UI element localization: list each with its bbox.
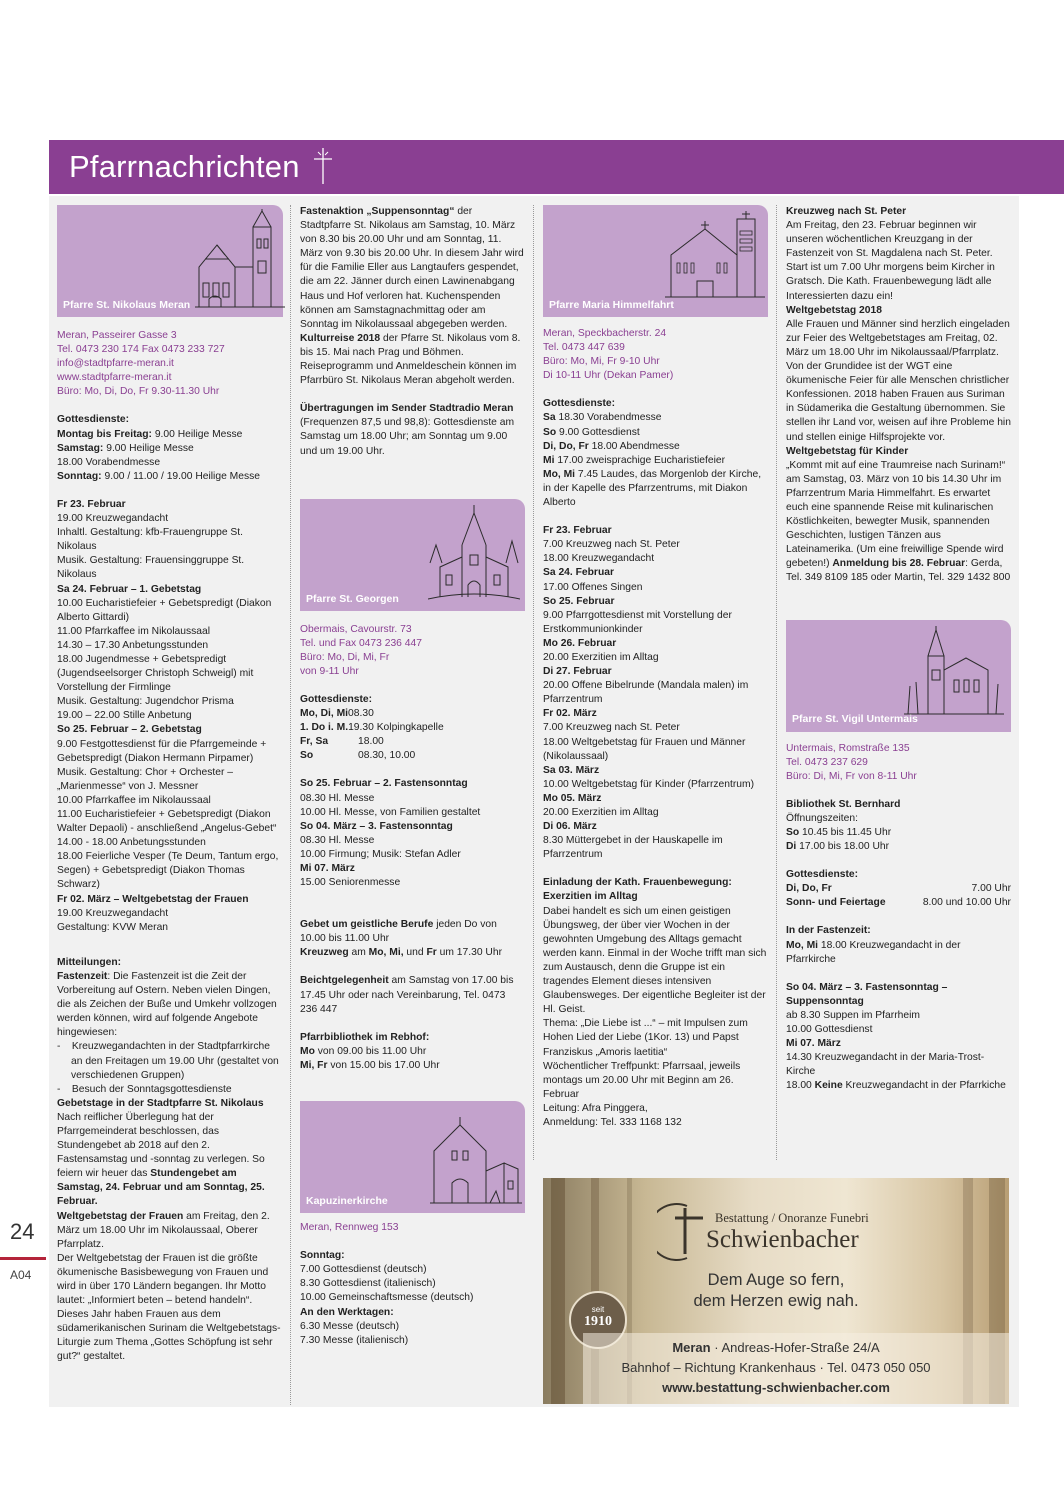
service-line: Di, Do, Fr 7.00 Uhr bbox=[786, 883, 1011, 895]
event-line: 8.30 Müttergebet in der Hauskapelle im Pfarrzentrum bbox=[543, 835, 723, 861]
event-line: Gestaltung: KVW Meran bbox=[57, 921, 169, 933]
event-line: Di 06. März bbox=[543, 821, 597, 833]
services-heading: Gottesdienste: bbox=[300, 693, 373, 705]
ad-brand: Schwienbacher bbox=[706, 1226, 859, 1253]
parish-address: Meran, Rennweg 153 bbox=[300, 1222, 399, 1234]
parish-phone: Tel. 0473 230 174 Fax 0473 233 727 bbox=[57, 344, 225, 356]
column-separator bbox=[533, 205, 534, 1160]
parish-name: Pfarre St. Nikolaus Meran bbox=[63, 298, 191, 311]
event-line: 10.00 Eucharistiefeier + Gebetspredigt (Diakon Alberto Gittardi) bbox=[57, 597, 272, 623]
event-line: 9.00 Pfarrgottesdienst mit Vorstellung der Erstkommunionkinder bbox=[543, 609, 732, 635]
event-line: 19.00 Kreuzwegandacht bbox=[57, 513, 169, 525]
church-illustration-icon bbox=[428, 505, 520, 605]
column-st-vigil bbox=[786, 205, 1011, 1094]
service-line: Mo, Di, Mi 08.30 bbox=[300, 708, 374, 720]
service-line: 10.00 Gemeinschaftsmesse (deutsch) bbox=[300, 1292, 474, 1304]
children-prayer-day-text: „Kommt mit auf eine Traumreise nach Surinam!“ am Samstag, 03. März von 10 bis 14.30 Uhr im Pfarrzentrum Maria Himmelfahrt. Es erwartet euch eine spannende Reise mit kulinarischen Köstlichkeiten, bewegter Musik, spannenden Geschichten, lustigen Tänzen aus Lateinamerika. (Um eine freiwillige Spende wird gebeten!) Anmeldung bis 28. Februar: Gerda, Tel. 349 8109 185 oder Martin, Tel. 329 1432 800 bbox=[786, 459, 1011, 584]
service-line: Montag bis Freitag: 9.00 Heilige Messe bbox=[57, 428, 243, 440]
parish-website-link[interactable]: www.stadtpfarre-meran.it bbox=[57, 372, 172, 384]
church-illustration-icon bbox=[904, 626, 1004, 722]
service-line: Di, Do, Fr 18.00 Abendmesse bbox=[543, 440, 680, 452]
event-line: Mi 07. März bbox=[300, 863, 355, 874]
event-line: 14.30 – 17.30 Anbetungsstunden bbox=[57, 639, 209, 651]
library-hours: Mo von 09.00 bis 11.00 Uhr bbox=[300, 1045, 427, 1057]
library-hours: Mi, Fr von 15.00 bis 17.00 Uhr bbox=[300, 1059, 440, 1071]
event-line: 17.00 Offenes Singen bbox=[543, 581, 643, 593]
announcement-fastenzeit: Fastenzeit: Die Fastenzeit ist die Zeit der Vorbereitung auf Ostern. Neben vielen Dingen, die als Zeichen der Buße und Umkehr vollzogen werden können, wird auf folgende Angebote hingewiesen: bbox=[57, 970, 277, 1039]
services-heading: Gottesdienste: bbox=[543, 398, 616, 410]
library-hours: Di 17.00 bis 18.00 Uhr bbox=[786, 841, 890, 853]
event-line: 10.00 Firmung; Musik: Stefan Adler bbox=[300, 848, 461, 860]
event-line: Sa 24. Februar bbox=[543, 567, 614, 579]
page-title: Pfarrnachrichten bbox=[69, 149, 300, 184]
parish-phone: Tel. 0473 447 639 bbox=[543, 342, 625, 354]
fasting-action-text: Fastenaktion „Suppensonntag“ der Stadtpfarre St. Nikolaus am Samstag, 10. März von 8.30 bis 20.00 Uhr und am Sonntag, 11. März von 9.30 bis 20.00 Uhr. In diesem Jahr wird für die Familie Eller aus Langtaufers gespendet, die am 22. Jänner durch einen Lawinenabgang Haus und Hof verloren hat. Kuchenspenden können am Samstagnachmittag oder am Sonntag im Nikolaussaal abgegeben werden. bbox=[300, 206, 524, 330]
event-line: 10.00 Gottesdienst bbox=[786, 1024, 873, 1036]
funeral-home-advertisement[interactable] bbox=[543, 1178, 1009, 1404]
event-line: 7.00 Kreuzweg nach St. Peter bbox=[543, 539, 680, 551]
parish-office-hours: Büro: Mo, Di, Mi, Fr bbox=[300, 651, 390, 663]
parish-office-hours: von 9-11 Uhr bbox=[300, 665, 359, 677]
service-line: So 08.30, 10.00 bbox=[300, 750, 416, 762]
event-line: Musik. Gestaltung: Frauensinggruppe St. Nikolaus bbox=[57, 555, 245, 581]
event-line: 10.00 Pfarrkaffee im Nikolaussaal bbox=[57, 794, 211, 806]
exercises-heading: Einladung der Kath. Frauenbewegung: Exerzitien im Alltag bbox=[543, 877, 732, 903]
event-line: So 25. Februar – 2. Gebetstag bbox=[57, 724, 202, 736]
since-1910-seal: seit 1910 bbox=[569, 1291, 627, 1349]
world-prayer-day-heading: Weltgebetstag 2018 bbox=[786, 304, 882, 316]
ad-location-phone: Bahnhof – Richtung Krankenhaus · Tel. 0473 050 050 bbox=[621, 1360, 931, 1375]
parish-office-hours: Büro: Mo, Di, Do, Fr 9.30-11.30 Uhr bbox=[57, 386, 220, 398]
event-line: Di 27. Februar bbox=[543, 666, 612, 678]
event-line: 18.00 Weltgebetstag für Frauen und Männer (Nikolaussaal) bbox=[543, 736, 746, 762]
event-line: 19.00 Kreuzwegandacht bbox=[57, 907, 169, 919]
event-line: 08.30 Hl. Messe bbox=[300, 792, 375, 804]
parish-box-st-georgen bbox=[300, 499, 525, 611]
column-separator bbox=[776, 205, 777, 1160]
library-hours: So 10.45 bis 11.45 Uhr bbox=[786, 827, 892, 838]
event-line: Fr 23. Februar bbox=[543, 525, 612, 537]
radio-broadcast-text: Übertragungen im Sender Stadtradio Meran (Frequenzen 87,5 und 98,8): Gottesdienste am Samstag um 18.00 Uhr; am Sonntag um 9.00 und um 19.00 Uhr. bbox=[300, 403, 515, 457]
event-line: Sa 03. März bbox=[543, 764, 600, 776]
column-st-nikolaus bbox=[57, 205, 283, 1365]
event-line: 18.00 Feierliche Vesper (Te Deum, Tantum ergo, Segen) + Gebetspredigt (Diakon Thomas Schwarz) bbox=[57, 851, 279, 891]
church-illustration-icon bbox=[665, 209, 765, 303]
vocation-prayer-text: Gebet um geistliche Berufe jeden Do von 10.00 bis 11.00 Uhr bbox=[300, 919, 497, 945]
event-line: So 25. Februar – 2. Fastensonntag bbox=[300, 778, 468, 790]
event-line: Musik. Gestaltung: Jugendchor Prisma bbox=[57, 696, 234, 708]
library-heading: Bibliothek St. Bernhard bbox=[786, 798, 901, 810]
page-number-rule bbox=[0, 1257, 46, 1260]
soup-sunday-heading: So 04. März – 3. Fastensonntag – Suppensonntag bbox=[786, 981, 948, 1007]
event-date: Mi 07. März bbox=[786, 1038, 841, 1050]
exercises-text: Leitung: Afra Pinggera, bbox=[543, 1102, 648, 1114]
parish-address: Untermais, Romstraße 135 bbox=[786, 742, 910, 754]
bullet-item: - Kreuzwegandachten in der Stadtpfarrkirche an den Freitagen um 19.00 Uhr (gestaltet von verschiedenen Gruppen) bbox=[57, 1041, 279, 1081]
cross-icon bbox=[312, 146, 334, 186]
announcements-heading: Mitteilungen: bbox=[57, 956, 122, 968]
event-line: 18.00 Jugendmesse + Gebetspredigt (Jugendseelsorger Christoph Schweigl) mit Vorstellung der Firmlinge bbox=[57, 653, 254, 694]
parish-office-hours: Di 10-11 Uhr (Dekan Pamer) bbox=[543, 370, 674, 382]
event-line: Fr 02. März bbox=[543, 708, 597, 720]
parish-box-st-vigil bbox=[786, 620, 1011, 732]
children-prayer-day-heading: Weltgebetstag für Kinder bbox=[786, 445, 909, 457]
church-illustration-icon bbox=[430, 1111, 522, 1209]
event-line: 14.30 Kreuzwegandacht in der Maria-Trost-Kirche bbox=[786, 1052, 985, 1078]
service-line: 18.00 Vorabendmesse bbox=[57, 456, 161, 468]
event-line: Fr 02. März – Weltgebetstag der Frauen bbox=[57, 893, 249, 905]
event-line: 10.00 Hl. Messe, von Familien gestaltet bbox=[300, 806, 481, 818]
exercises-text: Thema: „Die Liebe ist ...“ – mit Impulsen zum Hohen Lied der Liebe (1Kor. 13) und Papst Franziskus „Amoris laetitia“ bbox=[543, 1018, 748, 1058]
exercises-text: Anmeldung: Tel. 333 1168 132 bbox=[543, 1116, 682, 1128]
column-separator bbox=[290, 205, 291, 1405]
service-line: Mo, Mi 7.45 Laudes, das Morgenlob der Kirche, in der Kapelle des Pfarrzentrums, mit Diakon Alberto bbox=[543, 468, 762, 509]
weekdays-heading: An den Werktagen: bbox=[300, 1306, 394, 1318]
service-line: Mi 17.00 zweisprachige Eucharistiefeier bbox=[543, 454, 726, 466]
event-line: 20.00 Offene Bibelrunde (Mandala malen) im Pfarrzentrum bbox=[543, 680, 749, 706]
service-line: Fr, Sa 18.00 bbox=[300, 736, 384, 748]
ad-address: Meran · Andreas-Hofer-Straße 24/A bbox=[672, 1340, 880, 1355]
parish-name: Kapuzinerkirche bbox=[306, 1194, 388, 1207]
church-illustration-icon bbox=[195, 209, 285, 313]
parish-box-maria-himmelfahrt bbox=[543, 205, 768, 317]
event-line: So 04. März – 3. Fastensonntag bbox=[300, 820, 453, 832]
section-header bbox=[49, 140, 1064, 194]
ad-slogan: Dem Auge so fern, dem Herzen ewig nah. bbox=[693, 1271, 859, 1310]
services-heading: Gottesdienste: bbox=[57, 414, 130, 426]
lent-heading: In der Fastenzeit: bbox=[786, 925, 871, 937]
parish-address: Meran, Speckbacherstr. 24 bbox=[543, 328, 667, 339]
parish-box-kapuzinerkirche bbox=[300, 1101, 525, 1213]
ad-subtitle: Bestattung / Onoranze Funebri bbox=[715, 1211, 869, 1225]
service-line: Samstag: 9.00 Heilige Messe bbox=[57, 442, 194, 454]
service-line: So 9.00 Gottesdienst bbox=[543, 426, 640, 438]
lent-text: Mo, Mi 18.00 Kreuzwegandacht in der Pfarrkirche bbox=[786, 939, 961, 965]
confession-text: Beichtgelegenheit am Samstag von 17.00 bis 17.45 Uhr oder nach Vereinbarung, Tel. 0473 236 447 bbox=[300, 975, 514, 1015]
event-line: 11.00 Pfarrkaffee im Nikolaussaal bbox=[57, 625, 211, 637]
parish-office-hours: Büro: Mo, Mi, Fr 9-10 Uhr bbox=[543, 356, 660, 368]
parish-address: Obermais, Cavourstr. 73 bbox=[300, 623, 412, 635]
event-line: 10.00 Weltgebetstag für Kinder (Pfarrzentrum) bbox=[543, 778, 754, 790]
service-line: 8.30 Gottesdienst (italienisch) bbox=[300, 1278, 436, 1290]
page-number: 24 bbox=[10, 1219, 35, 1244]
parish-name: Pfarre St. Georgen bbox=[306, 592, 399, 605]
parish-box-st-nikolaus bbox=[57, 205, 283, 317]
event-line: 20.00 Exerzitien im Alltag bbox=[543, 651, 659, 663]
way-of-cross-text: Am Freitag, den 23. Februar beginnen wir unseren wöchentlichen Kreuzgang in der Fastenzeit von St. Magdalena nach St. Peter. Start ist um 7.00 Uhr morgens beim Kircher in Gratsch. Die Kath. Frauenbewegung lädt alle Interessierten dazu ein! bbox=[786, 220, 995, 302]
event-line: Mo 26. Februar bbox=[543, 637, 617, 649]
event-line: 18.00 Keine Kreuzwegandacht in der Pfarrkiche bbox=[786, 1080, 1006, 1092]
event-line: 11.00 Eucharistiefeier + Gebetspredigt (Diakon Walter Depaoli) - anschließend „Angelus-Gebet“ bbox=[57, 809, 277, 835]
event-line: 18.00 Kreuzwegandacht bbox=[543, 553, 655, 565]
service-line: 7.00 Gottesdienst (deutsch) bbox=[300, 1264, 427, 1276]
event-line: 15.00 Seniorenmesse bbox=[300, 877, 401, 889]
service-line: 1. Do i. M. 19.30 Kolpingkapelle bbox=[300, 722, 444, 734]
culture-trip-text: Kulturreise 2018 der Pfarre St. Nikolaus vom 8. bis 15. Mai nach Prag und Böhmen. Reiseprogramm und Anmeldeschein können im Pfarrbüro St. Nikolaus Meran abgeholt werden. bbox=[300, 332, 521, 387]
parish-phone: Tel. 0473 237 629 bbox=[786, 756, 868, 768]
prayer-days-text: Nach reiflicher Überlegung hat der Pfarrgemeinderat beschlossen, das Stundengebet ab 2018 auf den 2. Fastensamstag und -sonntag zu verlegen. So feiern wir heuer das Stundengebet am Samstag, 24. Februar und am Sonntag, 25. Februar. bbox=[57, 1111, 265, 1208]
world-prayer-day-text: Alle Frauen und Männer sind herzlich eingeladen zur Feier des Weltgebetstages am Freitag, 02. März um 18.00 Uhr im Nikolaussaal/Pfarrplatz. Von der Grundidee ist der WGT eine ökumenische Feier für alle Menschen christlicher Konfessionen. 2018 haben Frauen aus Suriman in Südamerika die Gestaltung übernommen. Sie stellen ihr Land vor, weisen auf ihre Probleme hin und stellen einige Hilfsprojekte vor. bbox=[786, 318, 1011, 443]
event-line: 9.00 Festgottesdienst für die Pfarrgemeinde + Gebetspredigt (Diakon Hermann Pirpamer) bbox=[57, 738, 267, 764]
prayer-days-heading: Gebetstage in der Stadtpfarre St. Nikolaus bbox=[57, 1097, 264, 1109]
parish-name: Pfarre St. Vigil Untermais bbox=[792, 713, 918, 726]
world-prayer-day-text: Weltgebetstag der Frauen am Freitag, den 2. März um 18.00 Uhr im Nikolaussaal, Oberer Pfarrplatz. bbox=[57, 1210, 270, 1250]
column-st-georgen bbox=[300, 205, 525, 1348]
ad-website-link[interactable]: www.bestattung-schwienbacher.com bbox=[662, 1380, 890, 1395]
event-line: Inhaltl. Gestaltung: kfb-Frauengruppe St. Nikolaus bbox=[57, 527, 244, 553]
world-prayer-day-desc: Der Weltgebetstag der Frauen ist die größte ökumenische Basisbewegung von Frauen und wird in über 170 Ländern begangen. Ihr Motto lautet: „Informiert beten – betend handeln“. Dieses Jahr haben Frauen aus dem südamerikanischen Surinam die Weltgebetstags-Liturgie zum Thema „Gottes Schöpfung ist sehr gut?“ gestaltet. bbox=[57, 1252, 281, 1363]
parish-phone: Tel. und Fax 0473 236 447 bbox=[300, 637, 422, 649]
column-maria-himmelfahrt bbox=[543, 205, 768, 1130]
event-line: Musik. Gestaltung: Chor + Orchester – „Marienmesse“ von J. Messner bbox=[57, 766, 233, 792]
event-line: Sa 24. Februar – 1. Gebetstag bbox=[57, 583, 202, 595]
bullet-item: - Besuch der Sonntagsgottesdienste bbox=[57, 1083, 232, 1095]
event-line: 19.00 – 22.00 Stille Anbetung bbox=[57, 710, 192, 722]
sunday-heading: Sonntag: bbox=[300, 1250, 345, 1262]
service-line: Sonntag: 9.00 / 11.00 / 19.00 Heilige Messe bbox=[57, 470, 260, 482]
parish-name: Pfarre Maria Himmelfahrt bbox=[549, 298, 674, 311]
exercises-text: Wöchentlicher Treffpunkt: Pfarrsaal, jeweils montags um 20.00 Uhr mit Beginn am 26. Februar bbox=[543, 1060, 741, 1100]
event-line: 20.00 Exerzitien im Alltag bbox=[543, 807, 659, 818]
way-of-cross-heading: Kreuzweg nach St. Peter bbox=[786, 206, 907, 217]
exercises-text: Dabei handelt es sich um einen geistigen Übungsweg, der über vier Wochen in der gewohnten Umgebung des Alltags gemacht werden kann. Einmal in der Woche trifft man sich zum Austausch, denn die Gruppe ist ein tragendes Element dieses intensiven Glaubensweges. Der eigentliche Begleiter ist der Hl. Geist. bbox=[543, 905, 767, 1016]
parish-office-hours: Büro: Di, Mi, Fr von 8-11 Uhr bbox=[786, 770, 917, 782]
event-line: Mo 05. März bbox=[543, 792, 602, 804]
way-of-cross-text: Kreuzweg am Mo, Mi, und Fr um 17.30 Uhr bbox=[300, 947, 503, 959]
event-line: 14.00 - 18.00 Anbetungsstunden bbox=[57, 837, 206, 849]
service-line: 6.30 Messe (deutsch) bbox=[300, 1320, 400, 1332]
event-line: Fr 23. Februar bbox=[57, 498, 126, 510]
service-line: Sa 18.30 Vorabendmesse bbox=[543, 412, 662, 424]
service-line: Sonn- und Feiertage 8.00 und 10.00 Uhr bbox=[786, 897, 1011, 909]
service-line: 7.30 Messe (italienisch) bbox=[300, 1334, 409, 1346]
event-line: ab 8.30 Suppen im Pfarrheim bbox=[786, 1009, 920, 1021]
services-heading: Gottesdienste: bbox=[786, 869, 859, 881]
library-heading: Pfarrbibliothek im Rebhof: bbox=[300, 1031, 430, 1043]
page-code: A04 bbox=[10, 1268, 32, 1282]
parish-email-link[interactable]: info@stadtpfarre-meran.it bbox=[57, 358, 174, 370]
library-text: Öffnungszeiten: bbox=[786, 812, 858, 824]
event-line: So 25. Februar bbox=[543, 595, 615, 607]
event-line: 08.30 Hl. Messe bbox=[300, 834, 375, 846]
parish-address: Meran, Passeirer Gasse 3 bbox=[57, 330, 177, 341]
event-line: 7.00 Kreuzweg nach St. Peter bbox=[543, 722, 680, 734]
events-list bbox=[57, 498, 283, 935]
